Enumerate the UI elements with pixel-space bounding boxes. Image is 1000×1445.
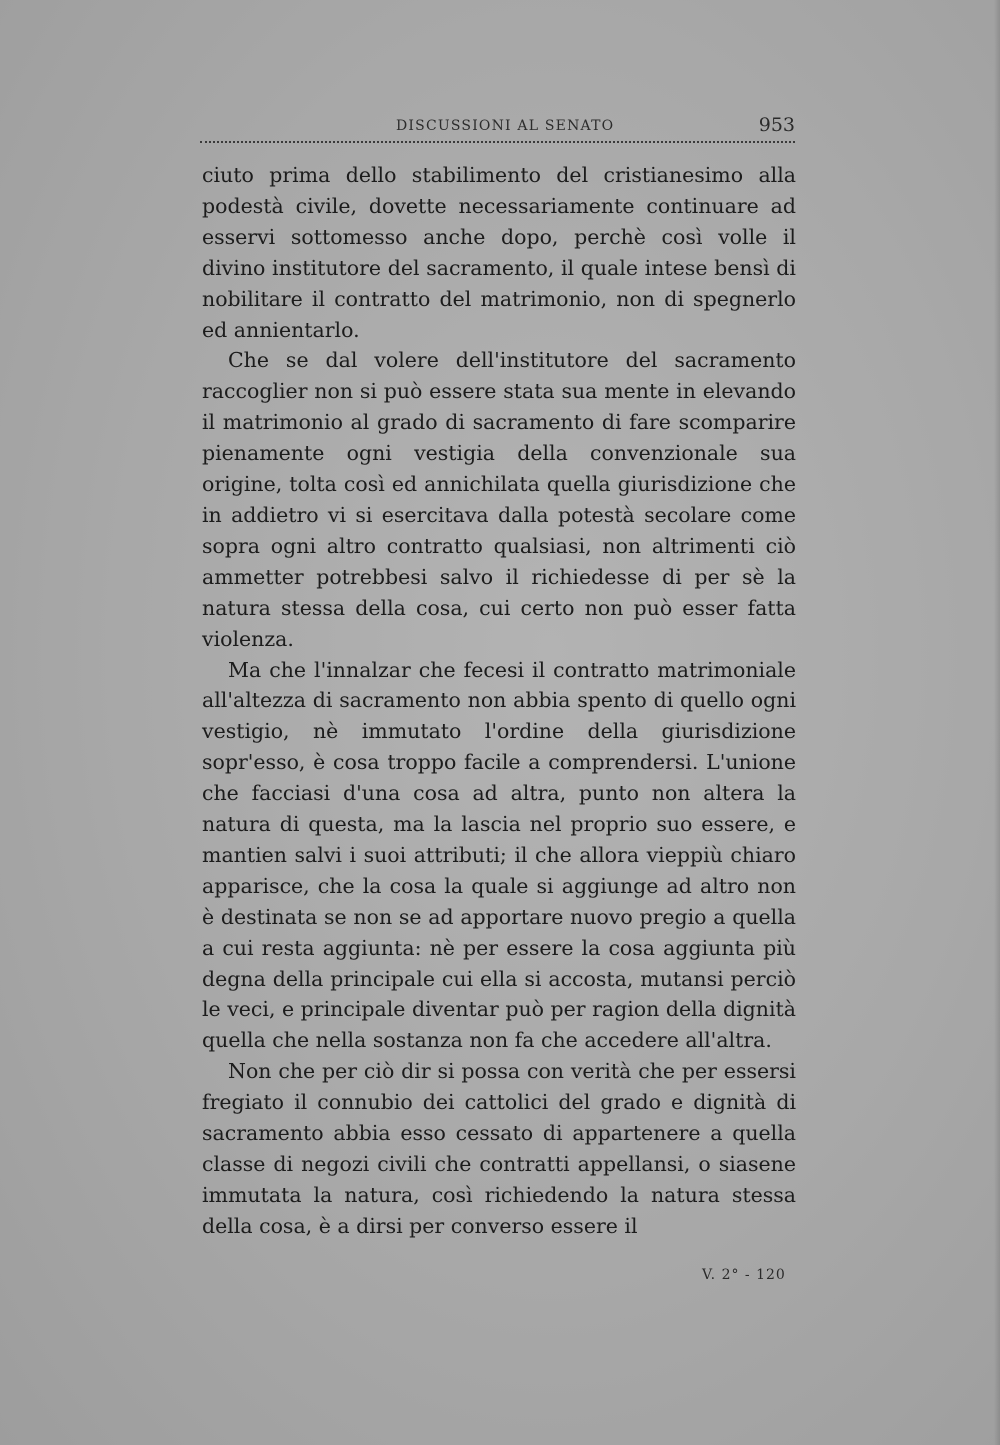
header-rule — [200, 141, 795, 143]
signature-mark: V. 2° - 120 — [702, 1267, 786, 1283]
paragraph-1: ciuto prima dello stabilimento del cristianesimo alla podestà civile, dovette necessariamente continuare ad esservi sottomesso anche dopo, perchè così volle il divino institutore del sacramento, il quale intese bensì di nobilitare il contratto del matrimonio, non di spegnerlo ed annientarlo. — [202, 163, 796, 342]
page-number: 953 — [758, 114, 795, 136]
running-title: DISCUSSIONI AL SENATO — [396, 118, 615, 134]
paragraph-2: Che se dal volere dell'institutore del sacramento raccoglier non si può essere stata sua mente in elevando il matrimonio al grado di sacramento di fare scomparire pienamente ogni vestigia della convenzionale sua origine, tolta così ed annichilata quella giurisdizione che in addietro vi si esercitava dalla potestà secolare come sopra ogni altro contratto qualsiasi, non altrimenti ciò ammetter potrebbesi salvo il richiedesse di per sè la natura stessa della cosa, cui certo non può esser fatta violenza. — [202, 348, 796, 651]
paragraph-3: Ma che l'innalzar che fecesi il contratto matrimoniale all'altezza di sacramento non abbia spento di quello ogni vestigio, nè immutato l'ordine della giurisdizione sopr'esso, è cosa troppo facile a comprendersi. L'unione che facciasi d'una cosa ad altra, punto non altera la natura di questa, ma la lascia nel proprio suo essere, e mantien salvi i suoi attributi; il che allora vieppiù chiaro apparisce, che la cosa la quale si aggiunge ad altro non è destinata se non se ad apportare nuovo pregio a quella a cui resta aggiunta: nè per essere la cosa aggiunta più degna della principale cui ella si accosta, mutansi perciò le veci, e principale diventar può per ragion della dignità quella che nella sostanza non fa che accedere all'altra. — [202, 657, 796, 1053]
running-head — [200, 112, 795, 142]
body-text — [202, 160, 796, 1242]
scan-edge-shadow — [994, 0, 1000, 1445]
paragraph-4: Non che per ciò dir si possa con verità che per essersi fregiato il connubio dei cattolici del grado e dignità di sacramento abbia esso cessato di appartenere a quella classe di negozi civili che contratti appellansi, o siasene immutata la natura, così richiedendo la natura stessa della cosa, è a dirsi per converso essere il — [202, 1059, 796, 1238]
